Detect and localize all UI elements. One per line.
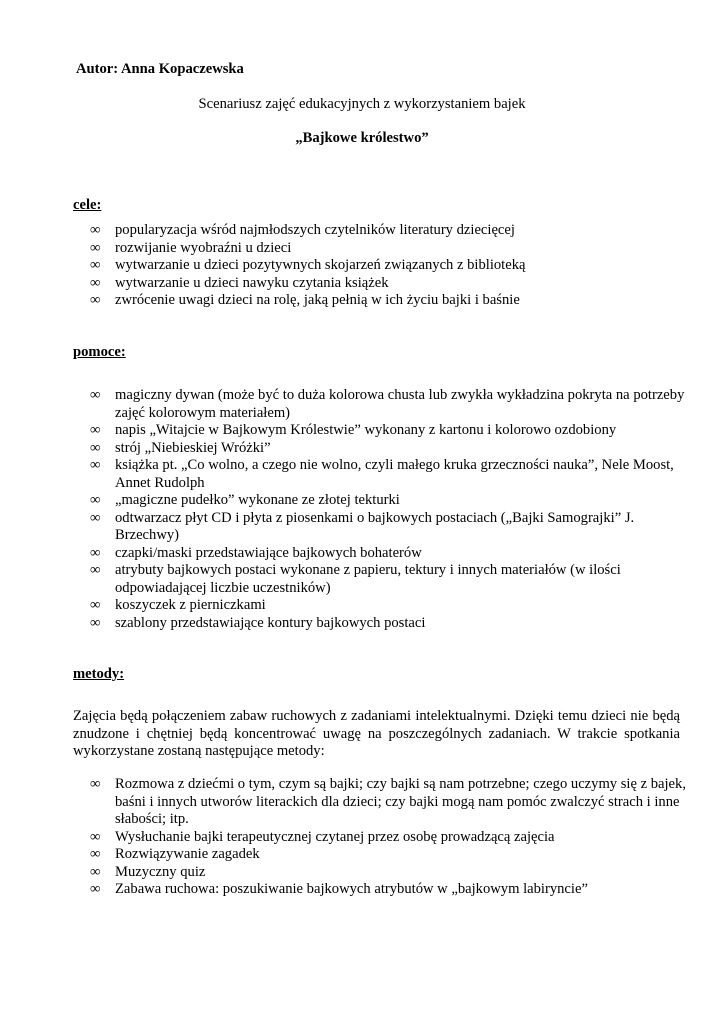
pomoce-list (90, 387, 690, 632)
list-item: ∞ wytwarzanie u dzieci nawyku czytania książek (90, 274, 389, 291)
metody-paragraph: Zajęcia będą połączeniem zabaw ruchowych z zadaniami intelektualnymi. Dzięki temu dzieci nie będą znudzone i chętniej będą koncentrować uwagę na poszczególnych zadaniach. W trakcie spotkania wykorzystane zostaną następujące metody: (73, 708, 680, 759)
infinity-bullet-icon: ∞ (90, 828, 101, 845)
list-item: ∞ rozwijanie wyobraźni u dzieci (90, 239, 292, 256)
document-subtitle: Scenariusz zajęć edukacyjnych z wykorzystaniem bajek (198, 96, 526, 112)
cele-list (90, 222, 690, 310)
list-item: ∞ koszyczek z pierniczkami (90, 597, 266, 613)
infinity-bullet-icon: ∞ (90, 274, 101, 291)
infinity-bullet-icon: ∞ (90, 509, 101, 526)
list-item: ∞ książka pt. „Co wolno, a czego nie wolno, czyli małego kruka grzeczności nauka”, Nele Moost, Annet Rudolph (90, 457, 674, 491)
infinity-bullet-icon: ∞ (90, 881, 101, 897)
infinity-bullet-icon: ∞ (90, 776, 101, 792)
list-item: ∞ magiczny dywan (może być to duża kolorowa chusta lub zwykła wykładzina pokryta na potrzeby zajęć kolorowym materiałem) (90, 387, 685, 421)
section-heading-metody: metody: (73, 666, 125, 682)
list-item: ∞ wytwarzanie u dzieci pozytywnych skojarzeń związanych z biblioteką (90, 257, 526, 273)
list-item: ∞ Muzyczny quiz (90, 863, 206, 880)
infinity-bullet-icon: ∞ (90, 457, 101, 473)
author-line: Autor: Anna Kopaczewska (76, 61, 244, 77)
infinity-bullet-icon: ∞ (90, 614, 101, 631)
list-item: ∞ atrybuty bajkowych postaci wykonane z papieru, tektury i innych materiałów (w ilości odpowiadającej liczbie uczestników) (90, 562, 621, 596)
infinity-bullet-icon: ∞ (90, 292, 101, 308)
list-item: ∞ odtwarzacz płyt CD i płyta z piosenkami o bajkowych postaciach („Bajki Samograjki” J. Brzechwy) (90, 509, 635, 543)
list-item: ∞ zwrócenie uwagi dzieci na rolę, jaką pełnią w ich życiu bajki i baśnie (90, 292, 520, 308)
list-item: ∞ strój „Niebieskiej Wróżki” (90, 439, 271, 456)
infinity-bullet-icon: ∞ (90, 422, 101, 438)
infinity-bullet-icon: ∞ (90, 492, 101, 508)
infinity-bullet-icon: ∞ (90, 562, 101, 578)
list-item: ∞ Wysłuchanie bajki terapeutycznej czytanej przez osobę prowadzącą zajęcia (90, 828, 555, 845)
list-item: ∞ napis „Witajcie w Bajkowym Królestwie” wykonany z kartonu i kolorowo ozdobiony (90, 422, 617, 438)
infinity-bullet-icon: ∞ (90, 222, 101, 238)
document-title: „Bajkowe królestwo” (295, 130, 429, 146)
infinity-bullet-icon: ∞ (90, 544, 101, 561)
list-item: ∞ popularyzacja wśród najmłodszych czytelników literatury dziecięcej (90, 222, 515, 238)
list-item: ∞ Rozmowa z dziećmi o tym, czym są bajki; czy bajki są nam potrzebne; czego uczymy się z bajek, baśni i innych utworów literackich dla dzieci; czy bajki mogą nam pomóc zwalczyć strach i inne słabości; itp. (90, 776, 686, 827)
infinity-bullet-icon: ∞ (90, 239, 101, 256)
list-item: ∞ Rozwiązywanie zagadek (90, 846, 260, 862)
list-item: ∞ szablony przedstawiające kontury bajkowych postaci (90, 614, 426, 631)
infinity-bullet-icon: ∞ (90, 387, 101, 403)
section-heading-cele: cele: (73, 197, 102, 213)
infinity-bullet-icon: ∞ (90, 846, 101, 862)
section-heading-pomoce: pomoce: (73, 344, 126, 360)
infinity-bullet-icon: ∞ (90, 439, 101, 456)
infinity-bullet-icon: ∞ (90, 257, 101, 273)
list-item: ∞ „magiczne pudełko” wykonane ze złotej tekturki (90, 492, 400, 508)
infinity-bullet-icon: ∞ (90, 863, 101, 880)
infinity-bullet-icon: ∞ (90, 597, 101, 613)
list-item: ∞ Zabawa ruchowa: poszukiwanie bajkowych atrybutów w „bajkowym labiryncie” (90, 881, 588, 897)
list-item: ∞ czapki/maski przedstawiające bajkowych bohaterów (90, 544, 422, 561)
metody-list (90, 776, 690, 899)
